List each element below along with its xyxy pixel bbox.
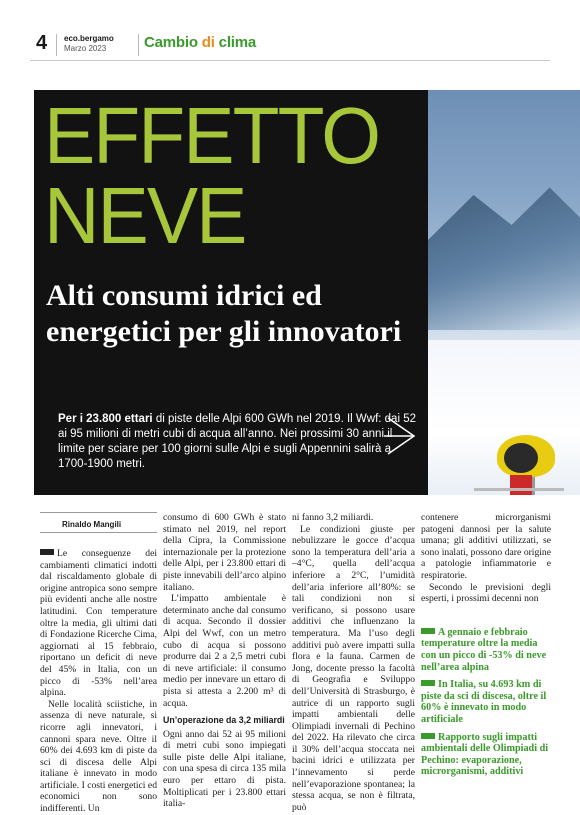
photo-cannon-stand xyxy=(510,475,532,495)
header-rule xyxy=(30,60,550,61)
arrow-right-icon xyxy=(384,414,422,458)
section-title-part: clima xyxy=(214,34,257,51)
highlight-item xyxy=(421,732,551,778)
photo-cannon-base xyxy=(474,488,564,491)
brand-block xyxy=(64,34,114,54)
lead-text: di piste delle Alpi 600 GWh nel 2019. Il Wwf: dai 52 ai 95 milioni di metri cubi di acqua all’anno. Nei prossimi 30 anni il limite per sciare per 100 giorni sulle Alpi e sugli Appennini salirà a 1700-1900 metri. xyxy=(58,413,416,470)
paragraph: Secondo le previsioni degli esperti, i prossimi decenni non xyxy=(421,581,551,605)
byline: Rinaldo Mangili xyxy=(62,520,122,529)
highlight-text: A gennaio e febbraio temperature oltre la media con un picco di -53% di neve nell’area alpina xyxy=(421,626,547,673)
byline-rule xyxy=(40,512,157,513)
issue-date: Marzo 2023 xyxy=(64,44,107,53)
header-divider xyxy=(56,34,57,56)
highlight-item xyxy=(421,679,551,725)
highlight-text: In Italia, su 4.693 km di piste da sci di discesa, oltre il 60% è innevato in modo artificiale xyxy=(421,679,547,725)
paragraph: L’impatto ambientale è determinato anche dal consumo di acqua. Secondo il dossier Alpi del Wwf, con un metro cubo di acqua si possono produrre dai 2 a 2,5 metri cubi di neve artificiale: il consumo medio per innevare un ettaro di pista si attesta a 2.200 m³ di acqua. xyxy=(163,593,286,709)
highlight-marker xyxy=(421,733,435,739)
paragraph: Le condizioni giuste per nebulizzare le gocce d’acqua sono la temperatura dell’aria a –4°C, quella dell’acqua inferiore a 2°C, l’umidità dell’aria inferiore all’80%: se tali condizioni non si verificano, si possono usare additivi che influenzano la temperatura. Ma l’uso degli additivi può avere impatti sulla flora e la fauna. Carmen de Jong, docente presso la facoltà di Geografia e Sviluppo dell’Università di Strasburgo, è autrice di un rapporto sugli impatti ambientali delle Olimpiadi invernali di Pechino del 2022. Ha rilevato che circa il 30% dell’acqua stoccata nei bacini idrici e utilizzata per l’innevamento si perde nell’evaporazione spontanea; la stessa acqua, se non è filtrata, può xyxy=(292,523,415,813)
paragraph-marker xyxy=(40,549,54,555)
paragraph: ni fanno 3,2 miliardi. xyxy=(292,512,374,523)
brand-name: eco.bergamo xyxy=(64,34,114,43)
highlight-marker xyxy=(421,628,435,634)
paragraph xyxy=(40,548,157,699)
section-title-part: Cambio xyxy=(144,34,202,51)
headline-subtitle: Alti consumi idrici ed energetici per gli innovatori xyxy=(46,279,402,348)
article-column-3 xyxy=(292,512,415,813)
highlights-box xyxy=(421,627,551,778)
paragraph: Ogni anno dai 52 ai 95 milioni di metri cubi sono impiegati sulle piste delle Alpi italiane, con una spesa di circa 135 mila euro per ettaro di pista. Moltiplicati per i 23.800 ettari italia- xyxy=(163,728,286,810)
lead-paragraph xyxy=(58,412,416,472)
photo-cannon-nozzle xyxy=(504,443,538,473)
article-column-4 xyxy=(421,512,551,784)
subheading: Un’operazione da 3,2 miliardi xyxy=(163,715,285,726)
paragraph: Nelle località sciistiche, in assenza di neve naturale, si ricorre agli innevatori, i cannoni spara neve. Oltre il 60% dei 4.693 km di piste da sci di discesa delle Alpi italiane è innevato in modo artificiale. I costi energetici ed economici non sono indifferenti. Un xyxy=(40,698,157,815)
lead-bold: Per i 23.800 ettari xyxy=(58,413,153,425)
header-divider xyxy=(138,34,139,56)
paragraph: contenere microrganismi patogeni dannosi per la salute umana; gli additivi utilizzati, se sono inalati, possono dare origine a patologie infiammatorie e respiratorie. xyxy=(421,512,551,581)
article-column-1 xyxy=(40,548,157,815)
paragraph-text: Le conseguenze dei cambiamenti climatici indotti dal riscaldamento globale di origine antropica sono sempre più evidenti anche alle nostre latitudini. Con temperature oltre la media, gli ultimi dati di Fondazione Ricerche Cima, aggiornati al 15 febbraio, riportano un deficit di neve del 45% in Italia, con un picco di -53% nell’area alpina. xyxy=(40,548,157,699)
hero-banner xyxy=(34,90,580,495)
paragraph: consumo di 600 GWh è stato stimato nel 2019, nel report della Cipra, la Commissione internazionale per la protezione delle Alpi, per i 23.800 ettari di piste innevabili dell’arco alpino italiano. xyxy=(163,512,286,593)
highlight-text: Rapporto sugli impatti ambientali delle Olimpiadi di Pechino: evaporazione, microrganismi, additivi xyxy=(421,731,549,778)
byline-rule xyxy=(40,532,157,533)
article-column-2 xyxy=(163,512,286,810)
highlight-item xyxy=(421,627,551,673)
highlight-marker xyxy=(421,680,435,686)
section-title xyxy=(144,34,256,51)
headline-line-1: EFFETTO xyxy=(44,91,380,180)
section-title-part: di xyxy=(201,34,215,51)
page-number: 4 xyxy=(36,32,48,54)
headline-line-2: NEVE xyxy=(44,171,246,260)
